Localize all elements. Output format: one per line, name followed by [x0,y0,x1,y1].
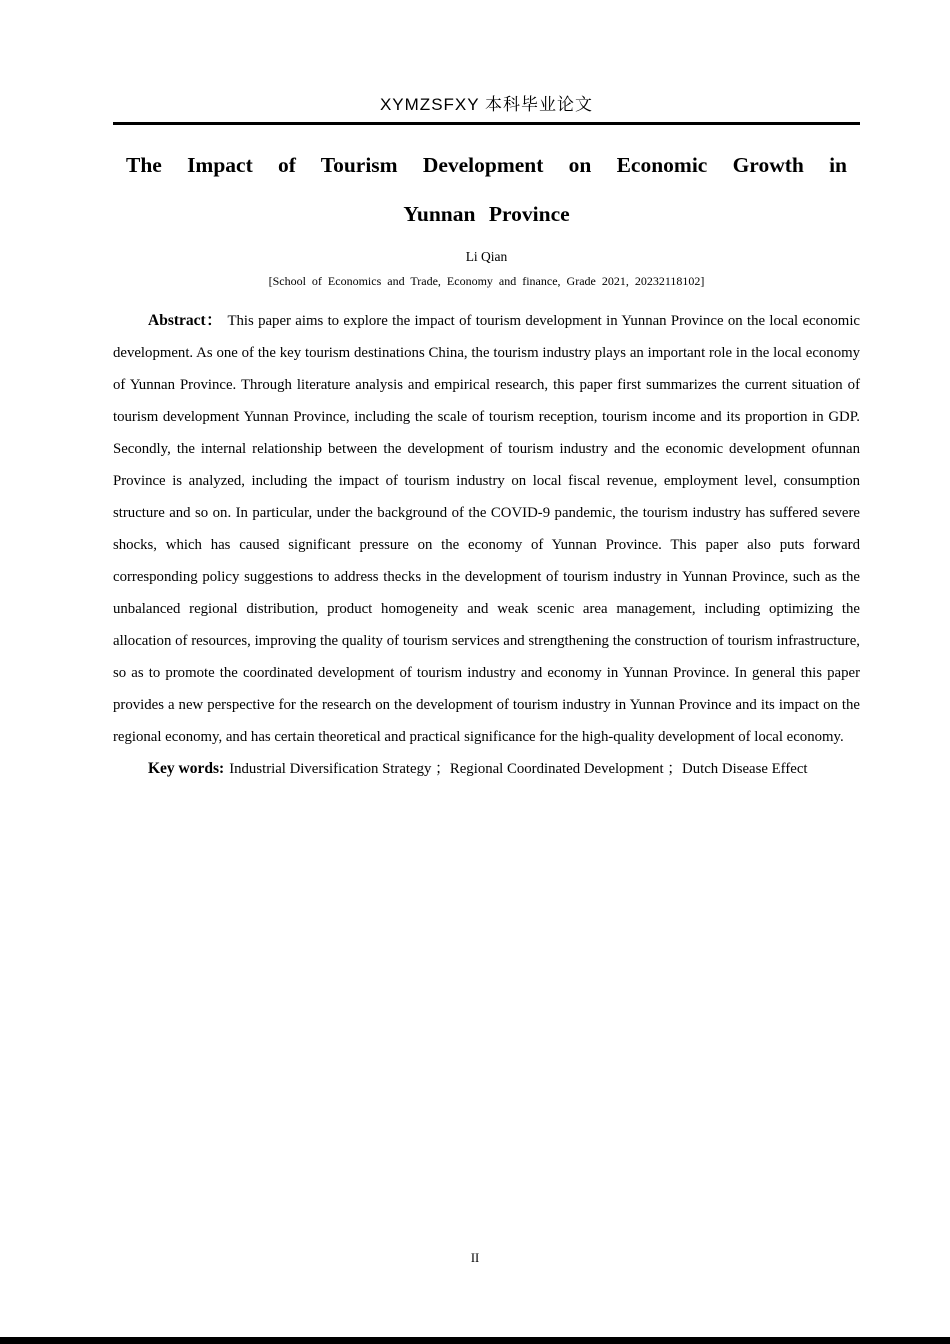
document-header [113,90,860,125]
keywords-label: Key words: [148,760,225,777]
author-affiliation: [School of Economics and Trade, Economy and finance, Grade 2021, 20232118102] [268,274,705,288]
header-title: XYMZSFXY 本科毕业论文 [379,95,594,114]
header-divider [113,122,860,125]
thesis-title-line2: Yunnan Province [403,202,570,226]
thesis-title [113,141,860,239]
window-bottom-edge [0,1337,950,1344]
abstract-label: Abstract： [148,312,223,329]
page-number: II [470,1251,480,1265]
abstract-text: This paper aims to explore the impact of tourism development in Yunnan Province on the local economic development. As one of the key tourism destinations China, the tourism industry plays an important role in the local economy of Yunnan Province. Through literature analysis and empirical research, this paper first summarizes the current situation of tourism development Yunnan Province, including the scale of tourism reception, tourism income and its proportion in GDP. Secondly, the internal relationship between the development of tourism industry and the economic development ofunnan Province is analyzed, including the impact of tourism industry on local fiscal revenue, employment level, consumption structure and so on. In particular, under the background of the COVID-9 pandemic, the tourism industry has suffered severe shocks, which has caused significant pressure on the economy of Yunnan Province. This paper also puts forward corresponding policy suggestions to address thecks in the development of tourism industry in Yunnan Province, such as the unbalanced regional distribution, product homogeneity and weak scenic area management, including optimizing the allocation of resources, improving the quality of tourism services and strengthening the construction of tourism infrastructure, so as to promote the coordinated development of tourism industry and economy in Yunnan Province. In general this paper provides a new perspective for the research on the development of tourism industry in Yunnan Province and its impact on the regional economy, and has certain theoretical and practical significance for the high-quality development of local economy. [113,313,860,745]
author-name: Li Qian [465,249,508,264]
thesis-title-line1: The Impact of Tourism Development on Economic Growth in [126,153,847,177]
keywords-text: Industrial Diversification Strategy ；Regional Coordinated Development ；Dutch Disease Effect [229,761,808,777]
keywords-paragraph [113,753,860,785]
abstract-paragraph [113,305,860,753]
